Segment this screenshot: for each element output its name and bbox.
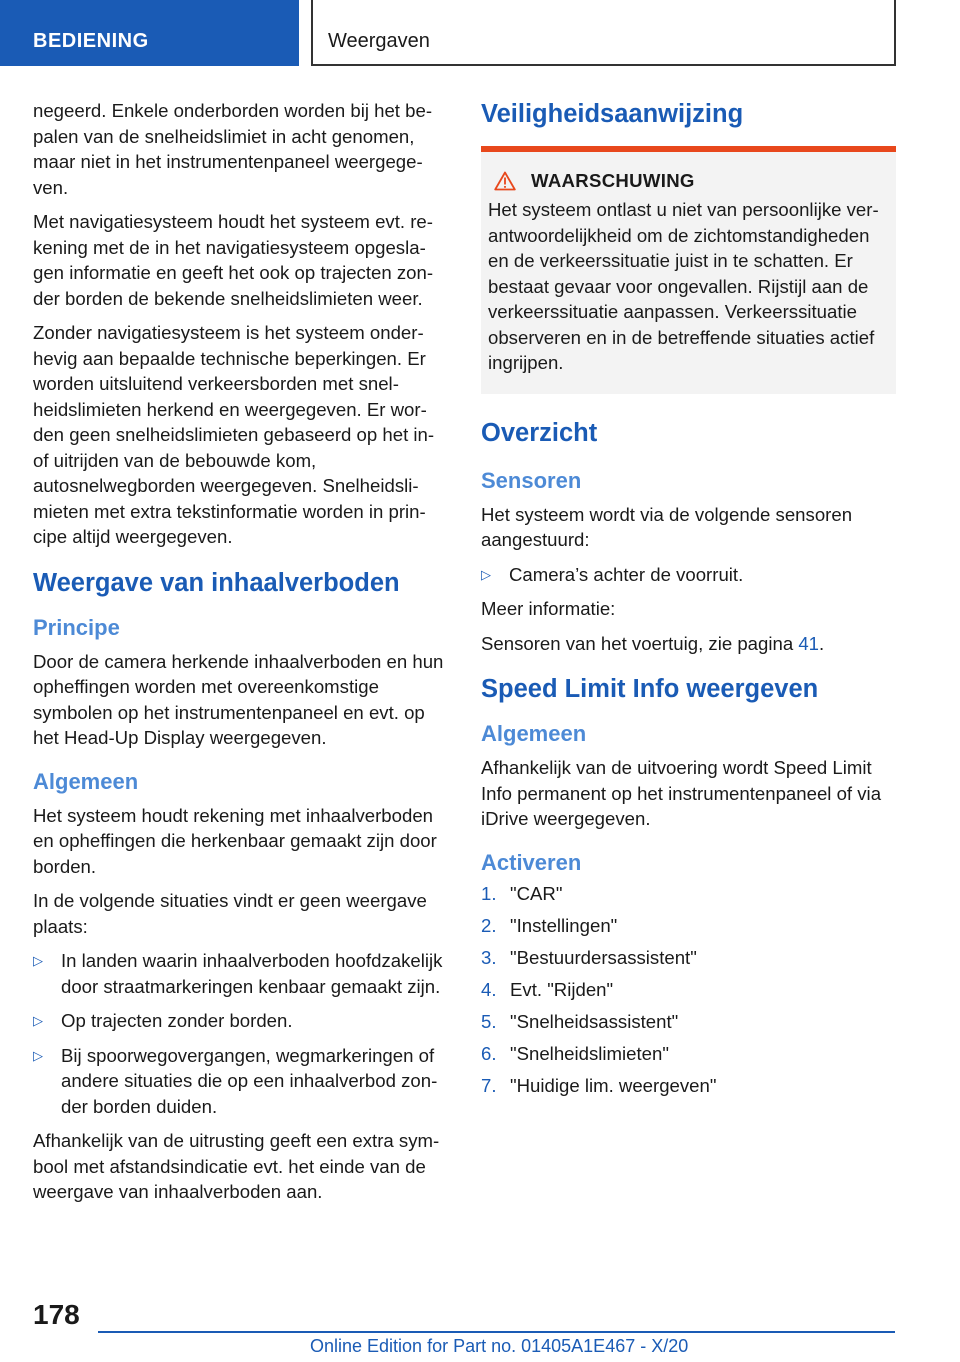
heading-overzicht: Overzicht [481, 418, 598, 447]
heading-inhaalverboden: Weergave van inhaalverboden [33, 568, 400, 597]
left-column [33, 98, 448, 1214]
subheading-activeren: Activeren [481, 849, 582, 875]
paragraph: Sensoren van het voertuig, zie pagina 41. [481, 632, 825, 654]
list-item: 6. "Snelheidslimieten" [481, 1042, 669, 1064]
bullet-list [33, 948, 448, 1119]
warning-header [488, 170, 887, 192]
page-number: 178 [33, 1299, 80, 1330]
warning-triangle-icon [494, 171, 516, 191]
page-header [0, 0, 960, 66]
warning-text: Het systeem ontlast u niet van persoonlijke verantwoordelijkheid om de zichtomstandigheden en de verkeerssituatie juist in te schatten. Er bestaat gevaar voor ongevallen. Rijstijl aan de verkeerssituatie aanpassen. Verkeerssituatie observeren en in de betreffende situaties actief ingrijpen. [488, 199, 879, 373]
subheading-sensoren: Sensoren [481, 467, 582, 493]
paragraph: Afhankelijk van de uitvoering wordt Speed Limit Info permanent op het instrumentenpaneel of via iDrive weergegeven. [481, 757, 882, 829]
heading-veiligheidsaanwijzing: Veiligheidsaanwijzing [481, 100, 744, 128]
subheading-principe: Principe [33, 614, 120, 640]
heading-speed-limit-info: Speed Limit Info weergeven [481, 675, 819, 703]
subheading-algemeen: Algemeen [481, 721, 587, 746]
paragraph: In de volgende situaties vindt er geen weergave plaats: [33, 890, 427, 937]
bullet-list [481, 562, 896, 588]
section-tab: BEDIENING [0, 0, 299, 66]
chapter-title: Weergaven [311, 0, 896, 66]
list-item: ▷ Op trajecten zonder borden. [33, 1008, 448, 1034]
subheading-algemeen: Algemeen [33, 768, 139, 794]
warning-title: WAARSCHUWING [531, 170, 695, 191]
footer-divider [98, 1331, 895, 1333]
triangle-right-icon: ▷ [33, 953, 43, 968]
paragraph: Zonder navigatiesysteem is het systeem onderhevig aan bepaalde technische beperkingen. Er worden uitsluitend verkeersborden met snelheidslimieten herkend en weergegeven. Er worden geen snelheidslimieten gebaseerd op het in- of uitrijden van de bebouwde kom, autosnelwegborden weergegeven. Snelheidslimieten met extra tekstinformatie worden in principe altijd weergegeven. [33, 322, 435, 547]
page-link[interactable]: 41 [798, 632, 820, 654]
right-column [481, 98, 896, 1105]
triangle-right-icon: ▷ [33, 1013, 43, 1028]
warning-box [481, 146, 896, 394]
edition-note: Online Edition for Part no. 01405A1E467 - X/20 [310, 1336, 689, 1356]
list-item: ▷ In landen waarin inhaalverboden hoofdzakelijk door straatmarkeringen kenbaar gemaakt zijn. [33, 950, 443, 997]
list-item: 1. "CAR" [481, 882, 563, 904]
triangle-right-icon: ▷ [481, 566, 491, 582]
list-item: ▷ Camera’s achter de voorruit. [481, 562, 896, 588]
paragraph: negeerd. Enkele onderborden worden bij het bepalen van de snelheidslimiet in acht genomen, maar niet in het instrumentenpaneel weergegeven. [33, 100, 433, 198]
list-item: 7. "Huidige lim. weergeven" [481, 1074, 717, 1096]
paragraph: Het systeem wordt via de volgende sensoren aangestuurd: [481, 503, 853, 550]
paragraph: Het systeem houdt rekening met inhaalverboden en opheffingen die herkenbaar gemaakt zijn door borden. [33, 804, 437, 877]
paragraph: Door de camera herkende inhaalverboden en hun opheffingen worden met overeenkomstige symbolen op het instrumentenpaneel en evt. op het Head-Up Display weergegeven. [33, 650, 444, 748]
list-item: 3. "Bestuurdersassistent" [481, 946, 697, 968]
list-item: ▷ Bij spoorwegovergangen, wegmarkeringen of andere situaties die op een inhaalverbod zonder borden duiden. [33, 1044, 438, 1117]
paragraph: Met navigatiesysteem houdt het systeem evt. rekening met de in het navigatiesysteem opgeslagen informatie en geeft het ook op trajecten zonder borden de bekende snelheidslimieten weer. [33, 211, 434, 309]
list-item: 2. "Instellingen" [481, 914, 618, 936]
steps-list [481, 881, 896, 1099]
list-item: 5. "Snelheidsassistent" [481, 1010, 679, 1032]
paragraph: Afhankelijk van de uitrusting geeft een extra symbool met afstandsindicatie evt. het einde van de weergave van inhaalverboden aan. [33, 1130, 440, 1202]
paragraph: Meer informatie: [481, 598, 616, 619]
triangle-right-icon: ▷ [33, 1047, 43, 1063]
list-item: 4. Evt. "Rijden" [481, 978, 614, 1000]
